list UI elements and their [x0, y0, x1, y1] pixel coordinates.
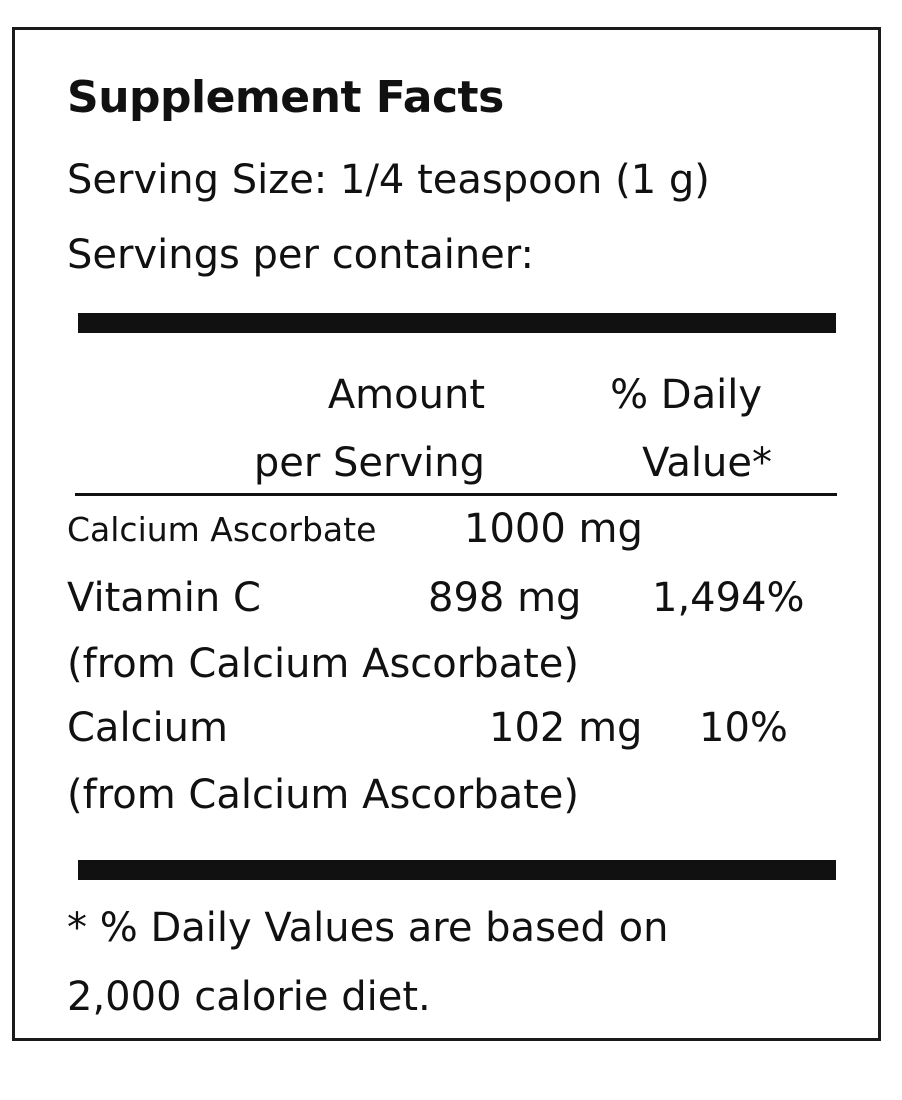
nutrient-source: (from Calcium Ascorbate)	[67, 641, 580, 687]
footnote-line2: 2,000 calorie diet.	[67, 974, 431, 1020]
footnote-line1: * % Daily Values are based on	[67, 905, 669, 951]
nutrient-source: (from Calcium Ascorbate)	[67, 772, 580, 818]
nutrient-name: Vitamin C	[67, 575, 261, 621]
bottom-thick-divider	[78, 860, 836, 880]
nutrient-daily-value: 10%	[699, 705, 788, 751]
daily-value-header-line1: % Daily	[610, 372, 762, 418]
nutrient-name: Calcium	[67, 705, 228, 751]
header-thin-divider	[75, 493, 837, 496]
daily-value-header-line2: Value*	[642, 440, 772, 486]
nutrient-amount: 1000 mg	[464, 506, 643, 552]
nutrient-amount: 898 mg	[428, 575, 582, 621]
label-title: Supplement Facts	[67, 72, 504, 123]
top-thick-divider	[78, 313, 836, 333]
amount-header-line1: Amount	[327, 372, 485, 418]
supplement-facts-panel	[12, 27, 881, 1041]
servings-per-container: Servings per container:	[67, 232, 534, 278]
nutrient-name: Calcium Ascorbate	[67, 510, 377, 549]
serving-size: Serving Size: 1/4 teaspoon (1 g)	[67, 157, 710, 203]
nutrient-amount: 102 mg	[489, 705, 643, 751]
amount-header-line2: per Serving	[253, 440, 485, 486]
nutrient-daily-value: 1,494%	[652, 575, 805, 621]
